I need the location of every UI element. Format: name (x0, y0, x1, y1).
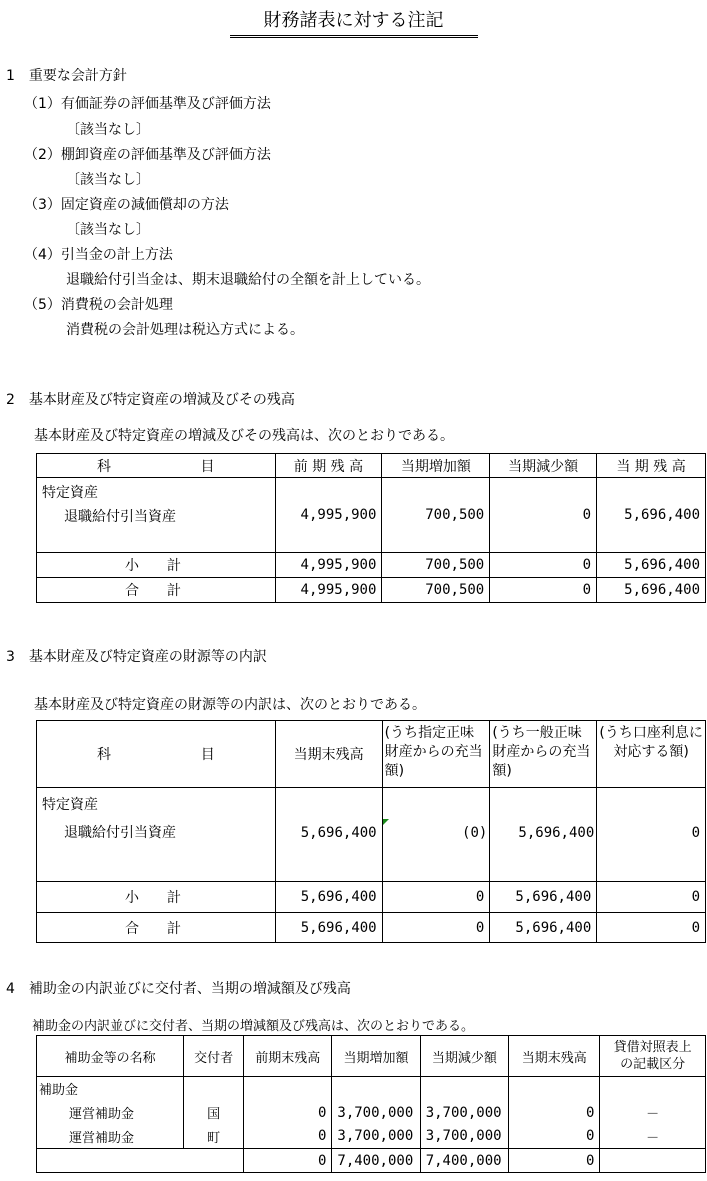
row2-category: － (600, 1125, 706, 1149)
total-label: 合 計 (37, 578, 276, 603)
item-cell (37, 788, 276, 882)
subtotal-label: 小 計 (37, 882, 276, 913)
policy-3-text: 〔該当なし〕 (66, 222, 150, 238)
header-cur: 当期末残高 (509, 1036, 600, 1077)
header-kamoku: 科 目 (37, 721, 276, 788)
header-dec: 当期減少額 (420, 1036, 508, 1077)
total-prev: 4,995,900 (275, 578, 382, 603)
row1-prev: 0 (244, 1101, 332, 1125)
cell-comment-marker (383, 819, 389, 825)
header-cur: 当期末残高 (275, 721, 382, 788)
subtotal-row (37, 553, 706, 578)
subtotal-dec: 0 (490, 553, 597, 578)
total-row (37, 1149, 706, 1173)
group-label: 特定資産 (42, 485, 98, 501)
section3-intro: 基本財産及び特定資産の財源等の内訳は、次のとおりである。 (34, 697, 426, 713)
total-label: 合 計 (37, 913, 276, 943)
policy-5-label: （5）消費税の会計処理 (24, 297, 173, 313)
header-interest: (うち口座利息に対応する額) (597, 721, 706, 788)
total-prev: 0 (244, 1149, 332, 1173)
total-cur: 5,696,400 (597, 578, 706, 603)
header-designated: (うち指定正味財産からの充当額) (382, 721, 490, 788)
row2-dec: 3,700,000 (420, 1125, 508, 1149)
policy-5-text: 消費税の会計処理は税込方式による。 (66, 322, 304, 338)
total-inc: 700,500 (382, 578, 490, 603)
total-inc: 7,400,000 (332, 1149, 420, 1173)
subtotal-cur: 5,696,400 (275, 882, 382, 913)
item-name: 退職給付引当資産 (64, 509, 176, 525)
header-general: (うち一般正味財産からの充当額) (490, 721, 597, 788)
row2-name: 運営補助金 (37, 1125, 184, 1149)
section2-intro: 基本財産及び特定資産の増減及びその残高は、次のとおりである。 (34, 428, 454, 444)
total-dec: 7,400,000 (420, 1149, 508, 1173)
item-name: 退職給付引当資産 (64, 825, 176, 841)
value-cur: 5,696,400 (597, 478, 706, 553)
section2-table (36, 453, 706, 603)
header-cur: 当 期 残 高 (597, 454, 706, 478)
row1-category: － (600, 1101, 706, 1125)
section1-heading: 1 重要な会計方針 (6, 68, 127, 84)
value-inc: 700,500 (382, 478, 490, 553)
subtotal-interest: 0 (597, 882, 706, 913)
policy-1-text: 〔該当なし〕 (66, 122, 150, 138)
row2-grantor: 町 (184, 1125, 244, 1149)
total-row (37, 578, 706, 603)
total-cur: 0 (509, 1149, 600, 1173)
header-dec: 当期減少額 (490, 454, 597, 478)
total-designated: 0 (382, 913, 490, 943)
header-name: 補助金等の名称 (37, 1036, 184, 1077)
subtotal-row (37, 882, 706, 913)
value-dec: 0 (490, 478, 597, 553)
page-title: 財務諸表に対する注記 (0, 6, 707, 38)
header-inc: 当期増加額 (332, 1036, 420, 1077)
section3-heading: 3 基本財産及び特定資産の財源等の内訳 (6, 649, 267, 665)
section2-heading: 2 基本財産及び特定資産の増減及びその残高 (6, 392, 295, 408)
header-category: 貸借対照表上の記載区分 (600, 1036, 706, 1077)
header-prev: 前期末残高 (244, 1036, 332, 1077)
row1-cur: 0 (509, 1101, 600, 1125)
policy-4-text: 退職給付引当金は、期末退職給付の全額を計上している。 (66, 272, 430, 288)
section4-table (36, 1035, 706, 1173)
policy-1-label: （1）有価証券の評価基準及び評価方法 (24, 96, 271, 112)
subtotal-designated: 0 (382, 882, 490, 913)
section4-heading: 4 補助金の内訳並びに交付者、当期の増減額及び残高 (6, 981, 351, 997)
row2-inc: 3,700,000 (332, 1125, 420, 1149)
table-row (37, 1125, 706, 1149)
subtotal-inc: 700,500 (382, 553, 490, 578)
table-row (37, 788, 706, 882)
section3-table (36, 720, 706, 943)
value-general: 5,696,400 (490, 788, 597, 882)
row1-dec: 3,700,000 (420, 1101, 508, 1125)
header-grantor: 交付者 (184, 1036, 244, 1077)
value-prev: 4,995,900 (275, 478, 382, 553)
table-row (37, 1101, 706, 1125)
total-category (600, 1149, 706, 1173)
header-prev: 前 期 残 高 (275, 454, 382, 478)
policy-3-label: （3）固定資産の減価償却の方法 (24, 197, 229, 213)
table-row (37, 478, 706, 553)
header-inc: 当期増加額 (382, 454, 490, 478)
value-interest: 0 (597, 788, 706, 882)
subtotal-prev: 4,995,900 (275, 553, 382, 578)
policy-2-text: 〔該当なし〕 (66, 172, 150, 188)
value-designated: (0) (382, 788, 490, 882)
total-dec: 0 (490, 578, 597, 603)
total-cur: 5,696,400 (275, 913, 382, 943)
header-kamoku: 科 目 (37, 454, 276, 478)
section4-intro: 補助金の内訳並びに交付者、当期の増減額及び残高は、次のとおりである。 (32, 1019, 475, 1034)
total-label-cell (37, 1149, 244, 1173)
policy-2-label: （2）棚卸資産の評価基準及び評価方法 (24, 147, 271, 163)
subtotal-cur: 5,696,400 (597, 553, 706, 578)
subtotal-label: 小 計 (37, 553, 276, 578)
total-general: 5,696,400 (490, 913, 597, 943)
group-label: 特定資産 (42, 797, 98, 813)
group-label: 補助金 (37, 1077, 184, 1101)
item-cell (37, 478, 276, 553)
value-cur: 5,696,400 (275, 788, 382, 882)
policy-4-label: （4）引当金の計上方法 (24, 247, 173, 263)
total-row (37, 913, 706, 943)
row2-prev: 0 (244, 1125, 332, 1149)
subtotal-general: 5,696,400 (490, 882, 597, 913)
row1-name: 運営補助金 (37, 1101, 184, 1125)
row2-cur: 0 (509, 1125, 600, 1149)
group-row (37, 1077, 706, 1101)
row1-grantor: 国 (184, 1101, 244, 1125)
row1-inc: 3,700,000 (332, 1101, 420, 1125)
total-interest: 0 (597, 913, 706, 943)
